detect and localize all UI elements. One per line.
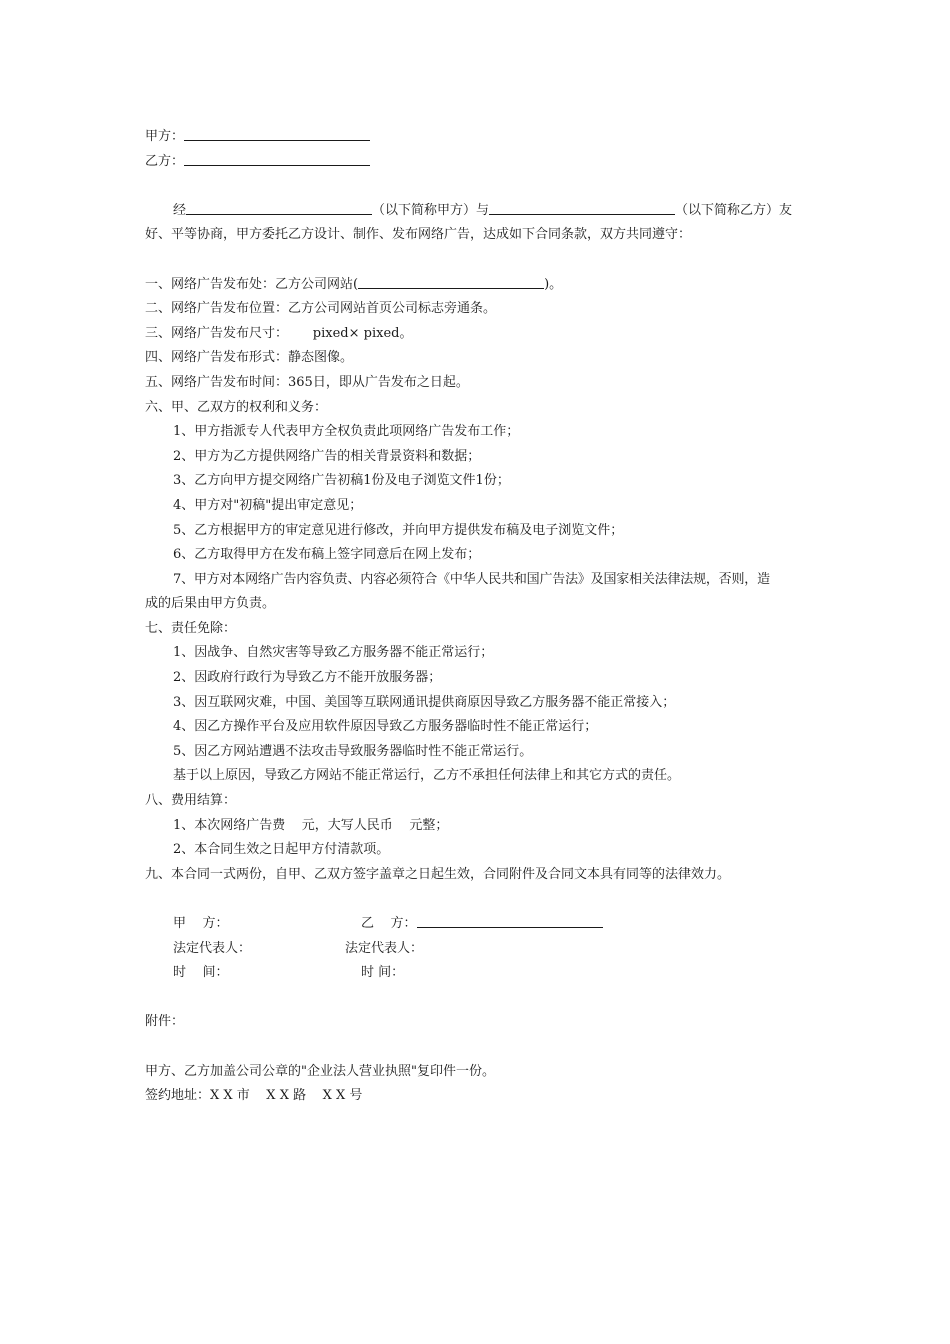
intro-mid2: （以下简称乙方）友 [675, 202, 793, 218]
spacer [145, 986, 815, 1011]
clause-2: 二、网络广告发布位置：乙方公司网站首页公司标志旁通条。 [145, 301, 497, 317]
clause-8-item: 1、本次网络广告费 元，大写人民币 元整； [173, 817, 449, 833]
clause-5: 五、网络广告发布时间：365日，即从广告发布之日起。 [145, 374, 469, 390]
clause-6-item-7-line-2: 成的后果由甲方负责。 [145, 596, 276, 612]
clause-9: 九、本合同一式两份，自甲、乙双方签字盖章之日起生效，合同附件及合同文本具有同等的法律效力。 [145, 866, 731, 882]
intro-mid1: （以下简称甲方）与 [372, 202, 490, 218]
party-b-label: 乙方： [145, 153, 185, 169]
sig-party-a-label: 甲 方： [173, 916, 229, 931]
clause-1-suffix: )。 [544, 276, 563, 292]
party-b-line [145, 150, 815, 175]
clause-7-item: 4、因乙方操作平台及应用软件原因导致乙方服务器临时性不能正常运行； [173, 719, 598, 735]
intro-line-2: 好、平等协商，甲方委托乙方设计、制作、发布网络广告，达成如下合同条款，双方共同遵守： [145, 227, 692, 243]
signature-rep-row [145, 937, 815, 962]
intro-party-a-blank[interactable] [186, 200, 372, 215]
clause-6: 六、甲、乙双方的权利和义务： [145, 399, 328, 415]
clause-8-item: 2、本合同生效之日起甲方付清款项。 [173, 842, 390, 858]
attachment-line-1: 甲方、乙方加盖公司公章的"企业法人营业执照"复印件一份。 [145, 1063, 495, 1079]
clause-6-item: 1、甲方指派专人代表甲方全权负责此项网络广告发布工作； [173, 424, 520, 440]
intro-line-1 [145, 199, 815, 224]
intro-party-b-blank[interactable] [489, 200, 675, 215]
clause-7: 七、责任免除： [145, 620, 237, 636]
clause-8: 八、费用结算： [145, 793, 237, 809]
clause-6-item: 2、甲方为乙方提供网络广告的相关背景资料和数据； [173, 448, 481, 464]
attachment-title: 附件： [145, 1014, 185, 1030]
clause-7-item: 5、因乙方网站遭遇不法攻击导致服务器临时性不能正常运行。 [173, 743, 533, 759]
sig-party-b-label: 乙 方： [361, 916, 417, 931]
sig-party-b-blank[interactable] [417, 913, 603, 928]
intro-prefix: 经 [173, 202, 187, 218]
clause-1-prefix: 一、网络广告发布处：乙方公司网站( [145, 276, 359, 292]
clause-6-item: 4、甲方对"初稿"提出审定意见； [173, 497, 363, 513]
clause-7-note: 基于以上原因，导致乙方网站不能正常运行，乙方不承担任何法律上和其它方式的责任。 [173, 768, 681, 784]
party-b-blank[interactable] [184, 151, 370, 166]
sig-party-b [361, 912, 603, 937]
party-a-label: 甲方： [145, 129, 185, 144]
sig-time-a-label: 时 间： [173, 965, 229, 981]
sig-rep-b-label: 法定代表人： [345, 940, 424, 956]
clause-6-item: 6、乙方取得甲方在发布稿上签字同意后在网上发布； [173, 547, 481, 563]
clause-6-item: 5、乙方根据甲方的审定意见进行修改，并向甲方提供发布稿及电子浏览文件； [173, 522, 624, 538]
clause-1 [145, 273, 815, 298]
spacer [145, 248, 815, 273]
spacer [145, 174, 815, 199]
clause-7-item: 2、因政府行政行为导致乙方不能开放服务器； [173, 670, 442, 686]
signature-party-row [145, 912, 815, 937]
signature-time-row [145, 961, 815, 986]
party-a-blank[interactable] [184, 126, 370, 141]
clause-4: 四、网络广告发布形式：静态图像。 [145, 350, 354, 366]
spacer [145, 1035, 815, 1060]
sig-time-b-label: 时 间： [361, 965, 405, 981]
clause-6-item-7-line-1: 7、甲方对本网络广告内容负责、内容必须符合《中华人民共和国广告法》及国家相关法律法规，否则，造 [173, 571, 770, 587]
spacer [145, 887, 815, 912]
clause-7-item: 3、因互联网灾难，中国、美国等互联网通讯提供商原因导致乙方服务器不能正常接入； [173, 694, 676, 710]
party-a-line [145, 125, 815, 150]
clause-6-item: 3、乙方向甲方提交网络广告初稿1份及电子浏览文件1份； [173, 473, 510, 489]
sig-rep-a-label: 法定代表人： [173, 940, 252, 956]
contract-document [145, 125, 815, 1109]
website-blank[interactable] [358, 274, 544, 289]
clause-7-item: 1、因战争、自然灾害等导致乙方服务器不能正常运行； [173, 645, 494, 661]
clause-3: 三、网络广告发布尺寸： pixed× pixed。 [145, 325, 413, 341]
signing-address: 签约地址：X X 市 X X 路 X X 号 [145, 1088, 363, 1104]
